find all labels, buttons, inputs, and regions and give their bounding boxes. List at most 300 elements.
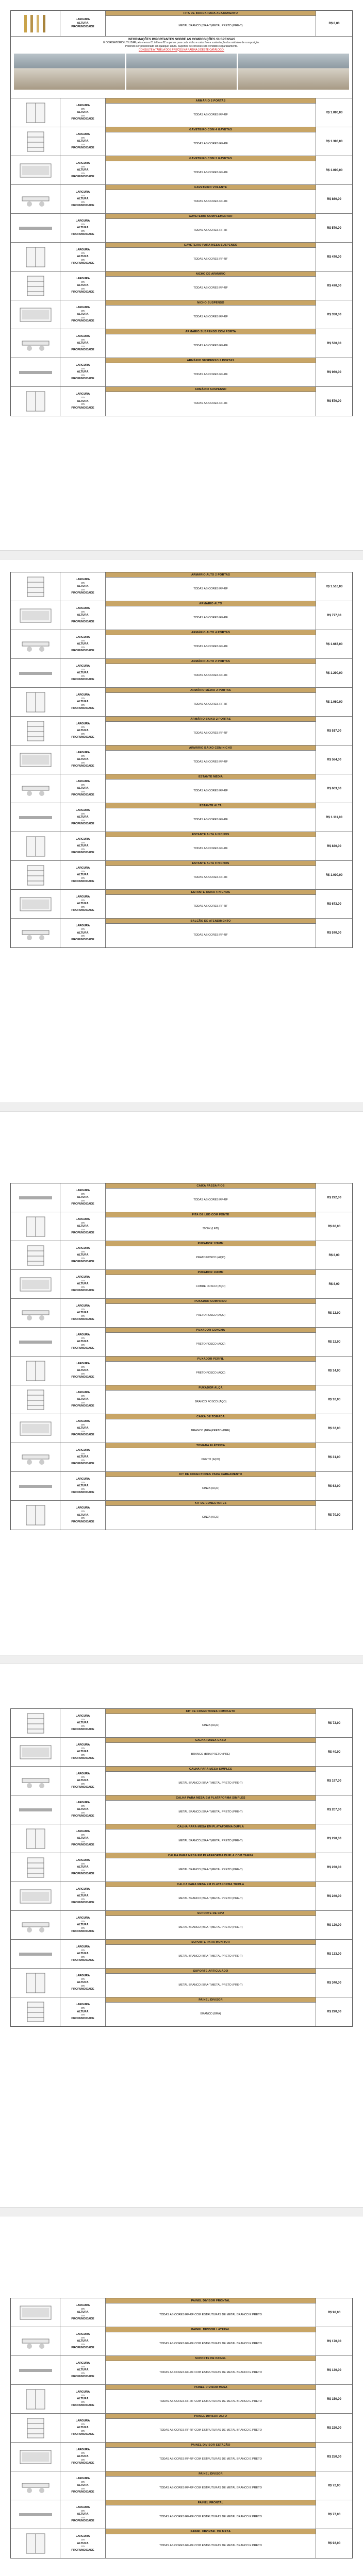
product-info: [106, 1738, 316, 1766]
product-price: R$ 220,00: [327, 1837, 341, 1840]
table-row: [11, 2298, 352, 2327]
product-desc: TODAS AS CORES RF-RF: [193, 645, 228, 648]
product-price: R$ 673,00: [327, 902, 341, 906]
product-image-icon: [15, 389, 56, 413]
product-thumbnail: [11, 2385, 60, 2413]
dimensions: LARGURA cm ALTURA cm PROFUNDIDADE: [60, 1767, 106, 1795]
product-desc: TODAS AS CORES RF-RF COM ESTRUTURAS DE METAL BRANCO E PRETO: [159, 2399, 262, 2403]
product-thumbnail: [11, 1299, 60, 1327]
product-price: R$ 470,00: [327, 284, 341, 287]
dimensions: LARGURA cm ALTURA cm PROFUNDIDADE: [60, 1969, 106, 1997]
product-price: R$ 86,00: [327, 1225, 341, 1228]
office-photo: [126, 54, 237, 90]
product-price: R$ 240,00: [327, 1894, 341, 1898]
product-desc: PRETO FOSCO (AÇO): [195, 1371, 226, 1375]
product-title: PUXADOR ALÇA: [106, 1385, 316, 1391]
product-thumbnail: [11, 1212, 60, 1241]
dimensions: LARGURA cm ALTURA cm PROFUNDIDADE: [60, 1824, 106, 1853]
price-table-1: [10, 10, 353, 416]
product-price: R$ 8,00: [328, 1253, 340, 1257]
product-price: R$ 1.510,00: [325, 585, 343, 588]
info-banner: INFORMAÇÕES IMPORTANTES SOBRE AS COMPOSIÇÕES SUSPENSAS É OBRIGATÓRIO UTILIZAR pelo menos 01 trilho e 02 suportes para cada nicho e caixa fixo a sustentação dos módulos de composição. Podendo ser posicionado em qualquer altura. Suportes de consoles são vendidos separadamente. CONSULTE A TABELA DOS PREÇOS NA PÁGINA 3 DESTE CATÁLOGO.: [11, 37, 352, 98]
product-thumbnail: [11, 2327, 60, 2355]
product-thumbnail: [11, 11, 60, 36]
product-title: GAVETEIRO COMPLEMENTAR: [106, 214, 316, 219]
product-info: [106, 185, 316, 213]
product-title: PAINEL DIVISOR: [106, 2471, 316, 2477]
product-desc: METAL BRANCO (BRA-T) METAL PRETO (PRE-T): [178, 1983, 243, 1987]
product-info: [106, 243, 316, 271]
table-row: [11, 2443, 352, 2471]
product-desc: PRETO FOSCO (AÇO): [195, 1313, 226, 1317]
product-title: PUXADOR 160MM: [106, 1270, 316, 1275]
product-title: SUPORTE DE CPU: [106, 1911, 316, 1916]
product-title: GAVETEIRO COM 3 GAVETAS: [106, 156, 316, 161]
product-image-icon: [15, 921, 56, 945]
product-image-icon: [15, 2330, 56, 2353]
table-row: [11, 2385, 352, 2414]
product-price: R$ 1.000,00: [325, 873, 343, 877]
product-desc: TODAS AS CORES RF-RF: [193, 113, 228, 116]
dimensions: LARGURA cm ALTURA cm PROFUNDIDADE: [60, 1940, 106, 1968]
product-image-icon: [15, 101, 56, 125]
product-desc: METAL BRANCO (BRA-T) METAL PRETO (PRE-T): [178, 1868, 243, 1871]
price-table-4: [10, 1708, 353, 2027]
product-image-icon: [15, 1827, 56, 1851]
product-thumbnail: [11, 1385, 60, 1414]
product-thumbnail: [11, 1882, 60, 1910]
product-image-icon: [15, 1273, 56, 1296]
product-image-icon: [15, 1856, 56, 1879]
table-row: [11, 1443, 352, 1472]
product-price: R$ 220,00: [327, 2426, 341, 2430]
product-thumbnail: [11, 1414, 60, 1443]
product-image-icon: [15, 719, 56, 743]
product-title: ESTANTE BAIXA 4 NICHOS: [106, 890, 316, 895]
product-title: SUPORTE PARA MONITOR: [106, 1940, 316, 1945]
product-image-icon: [15, 1971, 56, 1995]
table-row: [11, 1183, 352, 1212]
product-image-icon: [15, 361, 56, 384]
table-row: [11, 185, 352, 214]
product-image-icon: [15, 1769, 56, 1793]
product-info: [106, 1183, 316, 1212]
product-thumbnail: [11, 1940, 60, 1968]
product-price: R$ 40,00: [327, 1750, 341, 1754]
product-thumbnail: [11, 329, 60, 358]
table-row: [11, 1241, 352, 1270]
product-desc: PRETO FOSCO (AÇO): [195, 1342, 226, 1346]
product-image-icon: [15, 159, 56, 182]
product-info: [106, 156, 316, 184]
edge-tape-icon: [15, 12, 56, 36]
product-info: [106, 1472, 316, 1500]
product-desc: TODAS AS CORES RF-RF: [193, 372, 228, 376]
product-info: [106, 572, 316, 601]
table-row: [11, 717, 352, 745]
product-title: PUXADOR 128MM: [106, 1241, 316, 1246]
dimensions: LARGURA cm ALTURA cm PROFUNDIDADE: [60, 1328, 106, 1356]
product-price: R$ 530,00: [327, 342, 341, 345]
product-title: PUXADOR PERFIL: [106, 1357, 316, 1362]
table-row: [11, 1997, 352, 2026]
product-desc: COBRE FOSCO (AÇO): [195, 1284, 226, 1288]
table-row: [11, 803, 352, 832]
product-title: ARMÁRIO ALTO 4 PORTAS: [106, 630, 316, 635]
product-thumbnail: [11, 890, 60, 918]
dimensions: LARGURA cm ALTURA cm PROFUNDIDADE: [60, 127, 106, 156]
product-info: [106, 2385, 316, 2413]
table-row: [11, 659, 352, 688]
product-info: [106, 890, 316, 918]
product-title: CALHA PARA MESA EM PLATAFORMA DUPLA: [106, 1824, 316, 1829]
product-title: ESTANTE ALTA 6 NICHOS: [106, 832, 316, 837]
page-divider: [0, 1103, 363, 1112]
table-row: [11, 1357, 352, 1385]
table-row: [11, 329, 352, 358]
dimensions: LARGURA cm ALTURA cm PROFUNDIDADE: [60, 919, 106, 947]
product-info: [106, 2298, 316, 2327]
product-title: PAINEL DIVISOR LATERAL: [106, 2327, 316, 2332]
product-price: R$ 1.090,00: [325, 168, 343, 172]
product-title: CALHA PARA MESA EM PLATAFORMA SIMPLES: [106, 1795, 316, 1801]
catalog-page-2: [0, 564, 363, 1097]
dimensions: LARGURA cm ALTURA cm PROFUNDIDADE: [60, 98, 106, 127]
product-image-icon: [15, 604, 56, 628]
product-info: [106, 717, 316, 745]
product-image-icon: [15, 2445, 56, 2469]
product-thumbnail: [11, 156, 60, 184]
product-image-icon: [15, 2387, 56, 2411]
price-table-2: [10, 572, 353, 948]
product-info: [106, 1709, 316, 1737]
product-info: [106, 2414, 316, 2442]
table-row: [11, 1501, 352, 1530]
dimensions: LARGURA cm ALTURA cm PROFUNDIDADE: [60, 2471, 106, 2500]
product-info: [106, 919, 316, 947]
product-thumbnail: [11, 1501, 60, 1530]
product-desc: BRANCO (BRA) PRETO (PRE): [191, 1429, 230, 1432]
table-row: [11, 832, 352, 861]
table-row: [11, 1212, 352, 1241]
product-thumbnail: [11, 630, 60, 658]
product-title: ARMÁRIO BAIXO 2 PORTAS: [106, 717, 316, 722]
product-price: R$ 62,00: [327, 1484, 341, 1488]
product-title: ARMÁRIO ALTO: [106, 601, 316, 606]
product-image-icon: [15, 1942, 56, 1966]
product-thumbnail: [11, 745, 60, 774]
product-image-icon: [15, 216, 56, 240]
product-price: R$ 10,00: [327, 1398, 341, 1401]
product-info: [106, 2443, 316, 2471]
product-image-icon: [15, 2532, 56, 2555]
product-desc: TODAS AS CORES RF-RF: [193, 904, 228, 908]
dimensions: LARGURA cm ALTURA cm PROFUNDIDADE: [60, 1738, 106, 1766]
table-row: [11, 1414, 352, 1443]
table-row: [11, 572, 352, 601]
product-title: CALHA PARA MESA SIMPLES: [106, 1767, 316, 1772]
product-title: CALHA PASSA CABO: [106, 1738, 316, 1743]
product-desc: TODAS AS CORES RF-RF: [193, 402, 228, 405]
product-title: PAINEL DIVISOR MESA: [106, 2385, 316, 2390]
product-image-icon: [15, 274, 56, 298]
product-price: R$ 8,00: [328, 22, 340, 25]
product-image-icon: [15, 1330, 56, 1354]
product-image-icon: [15, 303, 56, 327]
product-price: R$ 150,00: [327, 2397, 341, 2401]
page-divider: [0, 550, 363, 560]
product-price: R$ 197,00: [327, 1779, 341, 1783]
product-desc: TODAS AS CORES RF-RF COM ESTRUTURAS DE METAL BRANCO E PRETO: [159, 2313, 262, 2316]
product-thumbnail: [11, 1241, 60, 1269]
product-price: R$ 130,00: [327, 2368, 341, 2372]
price-table-5: [10, 2298, 353, 2558]
product-desc: TODAS AS CORES RF-RF: [193, 286, 228, 290]
product-desc: TODAS AS CORES RF-RF COM ESTRUTURAS DE METAL BRANCO E PRETO: [159, 2457, 262, 2461]
product-price: R$ 340,00: [327, 1981, 341, 1985]
product-desc: BRANCO (BRA): [200, 2012, 221, 2016]
catalog-page-1: [0, 0, 363, 546]
office-photo: [238, 54, 349, 90]
product-image-icon: [15, 806, 56, 829]
table-row: [11, 387, 352, 416]
product-price: R$ 830,00: [327, 844, 341, 848]
product-info: [106, 2327, 316, 2355]
dimensions: LARGURA cm ALTURA cm PROFUNDIDADE: [60, 1709, 106, 1737]
product-title: KIT DE CONECTORES: [106, 1501, 316, 1506]
product-desc: TODAS AS CORES RF-RF: [193, 875, 228, 879]
dimensions: LARGURA cm ALTURA cm PROFUNDIDADE: [60, 2385, 106, 2413]
product-info: [106, 1997, 316, 2026]
product-price: R$ 230,00: [327, 1866, 341, 1869]
product-desc: METAL BRANCO (BRA-T) METAL PRETO (PRE-T): [178, 1781, 243, 1785]
product-price: R$ 330,00: [327, 313, 341, 316]
product-title: ESTANTE ALTA 9 NICHOS: [106, 861, 316, 866]
table-row: [11, 1767, 352, 1795]
product-title: CAIXA PASSA FIOS: [106, 1183, 316, 1189]
product-price: R$ 133,00: [327, 1952, 341, 1956]
product-thumbnail: [11, 1709, 60, 1737]
product-title: PAINEL DIVISOR: [106, 1997, 316, 2003]
product-title: CAIXA DE TOMADA: [106, 1414, 316, 1419]
product-thumbnail: [11, 572, 60, 601]
dimensions: LARGURA cm ALTURA cm PROFUNDIDADE: [60, 890, 106, 918]
product-info: [106, 329, 316, 358]
product-title: GAVETEIRO VOLANTE: [106, 185, 316, 190]
product-price: R$ 570,00: [327, 400, 341, 403]
dimensions: LARGURA cm ALTURA cm PROFUNDIDADE: [60, 1414, 106, 1443]
product-desc: CINZA (AÇO): [202, 1516, 220, 1519]
product-price: R$ 290,00: [327, 2010, 341, 2013]
product-info: [106, 1853, 316, 1882]
product-thumbnail: [11, 2298, 60, 2327]
product-info: [106, 1940, 316, 1968]
product-info: [106, 1328, 316, 1356]
product-price: R$ 1.111,00: [325, 816, 343, 819]
product-info: [106, 1824, 316, 1853]
product-title: CALHA PARA MESA EM PLATAFORMA TRIPLA: [106, 1882, 316, 1887]
product-image-icon: [15, 633, 56, 656]
product-info: [106, 98, 316, 127]
dimensions: LARGURA cm ALTURA cm PROFUNDIDADE: [60, 659, 106, 687]
product-image-icon: [15, 835, 56, 858]
product-thumbnail: [11, 803, 60, 832]
product-price: R$ 170,00: [327, 2340, 341, 2343]
product-title: KIT DE CONECTORES PARA CABEAMENTO: [106, 1472, 316, 1477]
product-thumbnail: [11, 774, 60, 803]
product-title: ARMÁRIO SUSPENSO 2 PORTAS: [106, 358, 316, 363]
table-row: [11, 890, 352, 919]
dimensions: LARGURA cm ALTURA cm PROFUNDIDADE: [60, 2529, 106, 2558]
product-info: [106, 1882, 316, 1910]
product-thumbnail: [11, 1270, 60, 1298]
product-image-icon: [15, 690, 56, 714]
dimensions: LARGURA cm ALTURA cm PROFUNDIDADE: [60, 601, 106, 630]
product-info: [106, 630, 316, 658]
product-info: [106, 1767, 316, 1795]
product-info: [106, 2471, 316, 2500]
product-thumbnail: [11, 2414, 60, 2442]
product-desc: TODAS AS CORES RF-RF COM ESTRUTURAS DE METAL BRANCO E PRETO: [159, 2486, 262, 2489]
dimensions: LARGURA cm ALTURA cm PROFUNDIDADE: [60, 272, 106, 300]
product-thumbnail: [11, 861, 60, 889]
table-row: [11, 214, 352, 243]
dimensions: LARGURA cm ALTURA cm PROFUNDIDADE: [60, 2443, 106, 2471]
product-desc: CINZA (AÇO): [202, 1723, 220, 1727]
catalog-page-5: [0, 2221, 363, 2576]
table-row: [11, 1853, 352, 1882]
product-desc: BRANCO FOSCO (AÇO): [194, 1400, 227, 1403]
product-desc: TODAS AS CORES RF-RF: [193, 818, 228, 821]
product-info: [106, 803, 316, 832]
product-title: ARMÁRIO SUSPENSO COM PORTA: [106, 329, 316, 334]
product-thumbnail: [11, 1969, 60, 1997]
product-desc: METAL BRANCO (BRA-T) METAL PRETO (PRE-T): [178, 1839, 243, 1842]
product-image-icon: [15, 2416, 56, 2440]
product-thumbnail: [11, 1824, 60, 1853]
table-row: [11, 300, 352, 329]
product-desc: TODAS AS CORES RF-RF: [193, 934, 228, 937]
dimensions: LARGURA cm ALTURA cm PROFUNDIDADE: [60, 717, 106, 745]
product-info: [106, 688, 316, 716]
dimensions: LARGURA cm ALTURA cm PROFUNDIDADE: [60, 1472, 106, 1500]
product-image-icon: [15, 777, 56, 801]
dimensions: LARGURA cm ALTURA cm PROFUNDIDADE: [60, 745, 106, 774]
product-info: [106, 358, 316, 386]
product-image-icon: [15, 1359, 56, 1383]
product-thumbnail: [11, 1767, 60, 1795]
table-row: [11, 272, 352, 300]
product-thumbnail: [11, 1183, 60, 1212]
product-title: ARMÁRIO ALTO 2 PORTAS: [106, 572, 316, 578]
product-thumbnail: [11, 1997, 60, 2026]
product-info: [106, 1299, 316, 1327]
banner-photos: [14, 54, 349, 90]
product-info: [106, 601, 316, 630]
product-desc: TODAS AS CORES RF-RF: [193, 142, 228, 145]
product-image-icon: [15, 748, 56, 772]
product-info: [106, 774, 316, 803]
product-image-icon: [15, 1913, 56, 1937]
dimensions: LARGURA cm ALTURA cm PROFUNDIDADE: [60, 630, 106, 658]
table-row: [11, 630, 352, 659]
product-price: R$ 1.290,00: [325, 671, 343, 675]
product-desc: METAL BRANCO (BRA-T) METAL PRETO (PRE-T): [178, 1954, 243, 1958]
product-desc: TODAS AS CORES RF-RF: [193, 228, 228, 232]
dimensions: LARGURA cm ALTURA cm PROFUNDIDADE: [60, 214, 106, 242]
product-thumbnail: [11, 832, 60, 860]
product-thumbnail: [11, 2471, 60, 2500]
product-title: PAINEL DIVISOR ALTO: [106, 2414, 316, 2419]
product-thumbnail: [11, 688, 60, 716]
product-desc: TODAS AS CORES RF-RF COM ESTRUTURAS DE METAL BRANCO E PRETO: [159, 2428, 262, 2432]
product-image-icon: [15, 1244, 56, 1267]
dimensions: LARGURA cm ALTURA cm PROFUNDIDADE: [60, 803, 106, 832]
product-desc: METAL BRANCO (BRA-T) METAL PRETO (PRE-T): [178, 1810, 243, 1814]
product-info: [106, 387, 316, 416]
product-image-icon: [15, 1417, 56, 1440]
product-thumbnail: [11, 601, 60, 630]
product-title: KIT DE CONECTORES COMPLETO: [106, 1709, 316, 1714]
product-desc: TODAS AS CORES RF-RF: [193, 587, 228, 590]
product-thumbnail: [11, 1738, 60, 1766]
product-price: R$ 570,00: [327, 931, 341, 935]
product-info: [106, 1241, 316, 1269]
product-image-icon: [15, 2000, 56, 2024]
dimensions: LARGURA cm ALTURA cm PROFUNDIDADE: [60, 774, 106, 803]
table-row: [11, 601, 352, 630]
product-info: [106, 1969, 316, 1997]
product-thumbnail: [11, 1472, 60, 1500]
table-row: [11, 774, 352, 803]
dimensions: LARGURA cm ALTURA cm PROFUNDIDADE: [60, 1270, 106, 1298]
dimensions: LARGURA cm ALTURA cm PROFUNDIDADE: [60, 1997, 106, 2026]
product-desc: TODAS AS CORES RF-RF: [193, 315, 228, 318]
product-image-icon: [15, 2301, 56, 2325]
product-thumbnail: [11, 659, 60, 687]
product-thumbnail: [11, 358, 60, 386]
dimensions: LARGURA cm ALTURA cm PROFUNDIDADE: [60, 861, 106, 889]
product-thumbnail: [11, 214, 60, 242]
product-image-icon: [15, 1475, 56, 1498]
product-price: R$ 31,00: [327, 1455, 341, 1459]
product-title: PAINEL DIVISOR FRONTAL: [106, 2298, 316, 2303]
table-row: [11, 2500, 352, 2529]
product-title: NICHO SUSPENSO: [106, 300, 316, 306]
product-info: [106, 861, 316, 889]
product-info: [106, 1385, 316, 1414]
table-row: [11, 1882, 352, 1911]
table-row: [11, 11, 352, 37]
product-thumbnail: [11, 1795, 60, 1824]
page-divider: [0, 1655, 363, 1664]
product-image-icon: [15, 2474, 56, 2498]
product-image-icon: [15, 575, 56, 599]
product-price: R$ 8,00: [328, 1282, 340, 1286]
product-title: ESTANTE MÉDIA: [106, 774, 316, 779]
dimensions: LARGURA cm ALTURA cm PROFUNDIDADE: [60, 1853, 106, 1882]
table-row: [11, 1472, 352, 1501]
table-row: [11, 2471, 352, 2500]
product-thumbnail: [11, 2500, 60, 2529]
product-desc: TODAS AS CORES RF-RF COM ESTRUTURAS DE METAL BRANCO E PRETO: [159, 2342, 262, 2345]
product-image-icon: [15, 130, 56, 154]
product-title: GAVETEIRO PARA MESA SUSPENSO: [106, 243, 316, 248]
product-price: R$ 603,00: [327, 787, 341, 790]
product-info: [106, 214, 316, 242]
product-image-icon: [15, 2359, 56, 2382]
product-info: [106, 127, 316, 156]
